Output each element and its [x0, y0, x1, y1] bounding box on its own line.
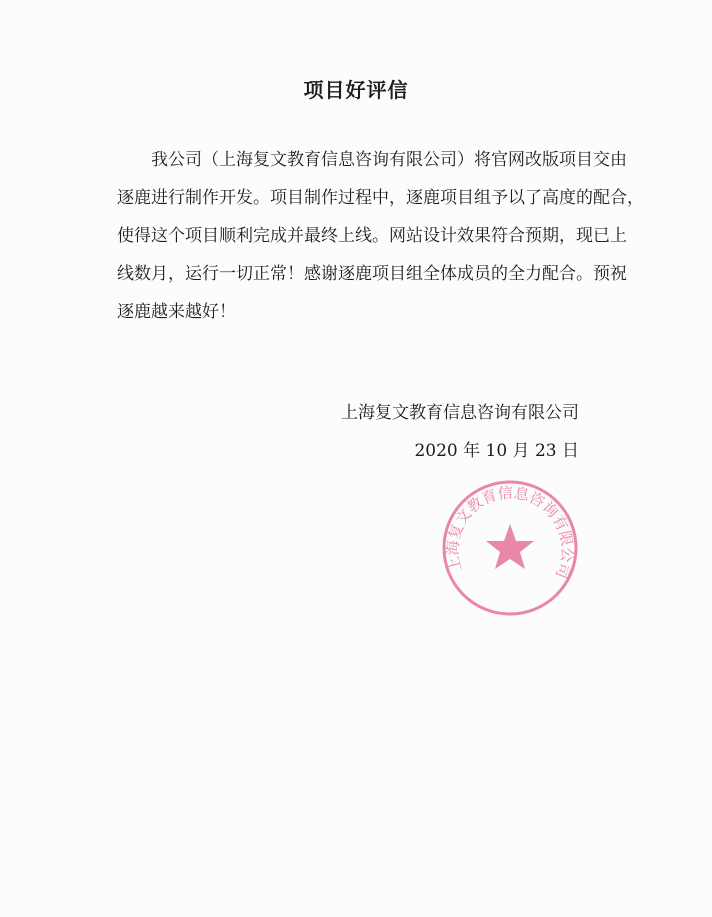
signature-date: 2020 年 10 月 23 日 [414, 441, 579, 461]
body-line: 使得这个项目顺利完成并最终上线。网站设计效果符合预期，现已上 [117, 226, 627, 246]
body-line: 线数月，运行一切正常！感谢逐鹿项目组全体成员的全力配合。预祝 [117, 264, 627, 284]
letter-body [117, 148, 644, 338]
company-seal [440, 478, 580, 618]
signature-company: 上海复文教育信息咨询有限公司 [341, 403, 579, 423]
body-line: 逐鹿进行制作开发。项目制作过程中，逐鹿项目组予以了高度的配合， [117, 188, 644, 208]
star-icon [486, 524, 534, 569]
page-title: 项目好评信 [303, 78, 409, 102]
body-line: 我公司（上海复文教育信息咨询有限公司）将官网改版项目交由 [151, 150, 627, 170]
seal-text: 上海复文教育信息咨询有限公司 [443, 483, 577, 582]
body-line: 逐鹿越来越好！ [117, 302, 236, 322]
